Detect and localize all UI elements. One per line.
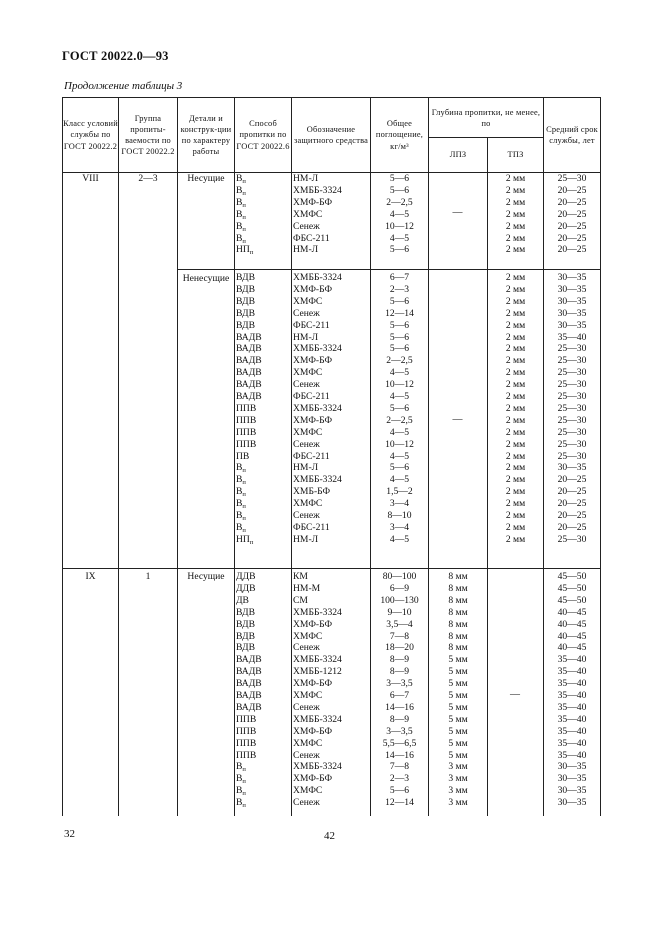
life-cell: 30—35: [557, 307, 587, 319]
absorption-cell: 4—5: [389, 533, 410, 545]
method-cell: ВАДВ: [236, 678, 262, 690]
life-cell: 35—40: [557, 737, 587, 749]
group-cell: 2—3: [138, 173, 158, 184]
absorption-cell: 5—6: [389, 295, 410, 307]
life-cell: 35—40: [557, 331, 587, 343]
absorption-cell: 3—4: [389, 498, 410, 510]
life-cell: 35—40: [557, 678, 587, 690]
absorption-cell: 10—12: [385, 438, 414, 450]
method-cell: $В_п$: [236, 173, 246, 185]
agent-cell: ФБС-211: [293, 319, 330, 331]
agent-cell: ХМФ-БФ: [293, 414, 333, 426]
absorption-cell: 80—100: [382, 571, 417, 582]
agent-cell: ХМФС: [293, 208, 323, 220]
tpz-cell: 2 мм: [505, 438, 526, 450]
agent-cell: ХМФС: [293, 785, 323, 797]
agent-cell: Сенеж: [293, 797, 320, 809]
method-cell: $НП_п$: [236, 244, 254, 257]
life-cell: 40—45: [557, 630, 587, 642]
method-cell: $В_п$: [236, 232, 246, 245]
absorption-cell: 14—16: [385, 749, 414, 761]
lpz-cell: 5 мм: [448, 725, 468, 737]
absorption-cell: 2—2,5: [386, 414, 413, 426]
agent-cell: ХМФС: [293, 367, 323, 379]
method-cell: ВДВ: [236, 319, 255, 331]
absorption-cell: 5—6: [389, 173, 410, 184]
method-cell: ВДВ: [236, 630, 255, 642]
method-cell: $В_п$: [236, 773, 246, 786]
life-cell: 20—25: [557, 498, 587, 510]
absorption-cell: 2—3: [389, 773, 410, 785]
absorption-cell: 8—9: [389, 654, 410, 666]
method-cell: ВАДВ: [236, 701, 262, 713]
life-cell: 45—50: [557, 571, 587, 582]
agent-cell: Сенеж: [293, 379, 320, 391]
lpz-cell: 8 мм: [448, 571, 468, 582]
method-cell: ДДВ: [236, 582, 256, 594]
agent-cell: ХМББ-3324: [293, 184, 342, 196]
tpz-cell: 2 мм: [505, 367, 526, 379]
absorption-cell: 12—14: [385, 307, 414, 319]
life-cell: 25—30: [557, 379, 587, 391]
absorption-cell: 3—3,5: [386, 678, 413, 690]
life-cell: 20—25: [557, 184, 587, 196]
agent-cell: ХМФ-БФ: [293, 355, 333, 367]
tpz-cell: 2 мм: [505, 272, 526, 283]
header-agent: Обозначение защитного средства: [293, 124, 369, 145]
absorption-cell: 4—5: [389, 474, 410, 486]
tpz-cell: 2 мм: [505, 343, 526, 355]
absorption-cell: 5—6: [389, 343, 410, 355]
life-cell: 40—45: [557, 618, 587, 630]
method-cell: $В_п$: [236, 521, 246, 534]
absorption-cell: 14—16: [385, 701, 414, 713]
tpz-cell: 2 мм: [505, 173, 526, 184]
tpz-cell: 2 мм: [505, 355, 526, 367]
life-cell: 25—30: [557, 173, 587, 184]
method-cell: $В_п$: [236, 196, 246, 209]
tpz-cell: 2 мм: [505, 402, 526, 414]
absorption-cell: 18—20: [385, 642, 414, 654]
lpz-cell: 5 мм: [448, 749, 468, 761]
agent-cell: Сенеж: [293, 642, 320, 654]
absorption-cell: 4—5: [389, 391, 410, 402]
absorption-cell: 5—6: [389, 244, 410, 256]
life-cell: 25—30: [557, 402, 587, 414]
lpz-cell: 5 мм: [448, 666, 468, 678]
method-cell: ВДВ: [236, 618, 255, 630]
method-cell: ПВ: [236, 450, 250, 462]
life-cell: 20—25: [557, 232, 587, 244]
method-cell: ВДВ: [236, 295, 255, 307]
tpz-cell: 2 мм: [505, 450, 526, 462]
agent-cell: ХМФС: [293, 498, 323, 510]
life-cell: 35—40: [557, 713, 587, 725]
table-continuation-caption: Продолжение таблицы 3: [64, 80, 183, 92]
life-cell: 20—25: [557, 196, 587, 208]
agent-cell: ХМББ-3324: [293, 343, 342, 355]
method-cell: ППВ: [236, 725, 257, 737]
life-cell: 30—35: [557, 319, 587, 331]
tpz-cell: 2 мм: [505, 232, 526, 244]
tpz-cell: 2 мм: [505, 307, 526, 319]
agent-cell: ФБС-211: [293, 450, 330, 462]
page-number-left: 32: [64, 828, 75, 840]
absorption-cell: 5—6: [389, 402, 410, 414]
method-cell: $НП_п$: [236, 533, 254, 546]
agent-cell: ХМФС: [293, 737, 323, 749]
method-cell: ППВ: [236, 402, 257, 414]
agent-cell: Сенеж: [293, 220, 320, 232]
header-tpz: ТПЗ: [507, 150, 524, 160]
agent-cell: НМ-Л: [293, 462, 319, 474]
method-cell: $В_п$: [236, 474, 246, 487]
lpz-dash: —: [452, 207, 463, 218]
life-cell: 20—25: [557, 474, 587, 486]
agent-cell: ХМФ-БФ: [293, 725, 333, 737]
tpz-cell: 2 мм: [505, 462, 526, 474]
agent-cell: ХМФС: [293, 630, 323, 642]
tpz-cell: 2 мм: [505, 331, 526, 343]
method-cell: ДВ: [236, 594, 249, 606]
absorption-cell: 5—6: [389, 785, 410, 797]
life-cell: 35—40: [557, 666, 587, 678]
absorption-cell: 10—12: [385, 220, 414, 232]
absorption-cell: 4—5: [389, 367, 410, 379]
absorption-cell: 3—4: [389, 521, 410, 533]
method-cell: ВАДВ: [236, 331, 262, 343]
agent-cell: СМ: [293, 594, 308, 606]
life-cell: 20—25: [557, 244, 587, 256]
lpz-cell: 5 мм: [448, 654, 468, 666]
agent-cell: Сенеж: [293, 307, 320, 319]
absorption-cell: 8—9: [389, 713, 410, 725]
impregnation-table: [62, 97, 600, 816]
lpz-cell: 5 мм: [448, 678, 468, 690]
absorption-cell: 5—6: [389, 462, 410, 474]
method-cell: $В_п$: [236, 184, 246, 197]
method-cell: ДДВ: [236, 571, 256, 582]
agent-cell: ФБС-211: [293, 232, 330, 244]
parts-cell: Ненесущие: [182, 273, 230, 284]
method-cell: ВАДВ: [236, 690, 262, 701]
lpz-cell: 8 мм: [448, 606, 468, 618]
agent-cell: ХМББ-1212: [293, 666, 342, 678]
tpz-cell: 2 мм: [505, 391, 526, 402]
agent-cell: ФБС-211: [293, 521, 330, 533]
lpz-cell: 8 мм: [448, 594, 468, 606]
life-cell: 35—40: [557, 701, 587, 713]
life-cell: 30—35: [557, 283, 587, 295]
method-cell: $В_п$: [236, 785, 246, 798]
group-cell: 1: [145, 571, 151, 582]
header-method: Способ пропитки по ГОСТ 20022.6: [236, 119, 290, 151]
absorption-cell: 7—8: [389, 630, 410, 642]
absorption-cell: 3—3,5: [386, 725, 413, 737]
tpz-cell: 2 мм: [505, 184, 526, 196]
life-cell: 30—35: [557, 797, 587, 809]
life-cell: 35—40: [557, 690, 587, 701]
life-cell: 30—35: [557, 773, 587, 785]
method-cell: ВДВ: [236, 307, 255, 319]
absorption-cell: 2—3: [389, 283, 410, 295]
agent-cell: ХМФ-БФ: [293, 283, 333, 295]
header-lpz: ЛПЗ: [449, 150, 467, 160]
absorption-cell: 4—5: [389, 450, 410, 462]
life-cell: 30—35: [557, 462, 587, 474]
method-cell: $В_п$: [236, 208, 246, 221]
agent-cell: ФБС-211: [293, 391, 330, 402]
tpz-cell: 2 мм: [505, 295, 526, 307]
tpz-cell: 2 мм: [505, 379, 526, 391]
life-cell: 25—30: [557, 426, 587, 438]
life-cell: 30—35: [557, 785, 587, 797]
header-life: Средний срок службы, лет: [546, 124, 598, 145]
header-group: Группа пропиты-ваемости по ГОСТ 20022.2: [121, 113, 175, 157]
method-cell: $В_п$: [236, 797, 246, 810]
absorption-cell: 2—2,5: [386, 196, 413, 208]
agent-cell: НМ-Л: [293, 173, 319, 184]
life-cell: 20—25: [557, 208, 587, 220]
lpz-dash: —: [452, 414, 463, 425]
tpz-cell: 2 мм: [505, 498, 526, 510]
absorption-cell: 4—5: [389, 232, 410, 244]
agent-cell: Сенеж: [293, 510, 320, 521]
absorption-cell: 9—10: [387, 606, 412, 618]
lpz-cell: 3 мм: [448, 785, 468, 797]
agent-cell: ХМФС: [293, 690, 323, 701]
agent-cell: ХМББ-3324: [293, 402, 342, 414]
tpz-cell: 2 мм: [505, 533, 526, 545]
page-number-center: 42: [324, 830, 335, 842]
method-cell: ВДВ: [236, 606, 255, 618]
lpz-cell: 8 мм: [448, 642, 468, 654]
lpz-cell: 3 мм: [448, 761, 468, 773]
method-cell: ВАДВ: [236, 367, 262, 379]
tpz-cell: 2 мм: [505, 474, 526, 486]
parts-cell: Несущие: [187, 571, 225, 582]
tpz-cell: 2 мм: [505, 283, 526, 295]
lpz-cell: 3 мм: [448, 797, 468, 809]
method-cell: ВАДВ: [236, 379, 262, 391]
method-cell: ППВ: [236, 737, 257, 749]
tpz-dash: —: [510, 689, 520, 700]
parts-cell: Несущие: [187, 173, 225, 184]
absorption-cell: 100—130: [380, 594, 419, 606]
life-cell: 20—25: [557, 521, 587, 533]
life-cell: 25—30: [557, 438, 587, 450]
agent-cell: Сенеж: [293, 749, 320, 761]
method-cell: $В_п$: [236, 510, 246, 522]
absorption-cell: 1,5—2: [386, 486, 413, 498]
tpz-cell: 2 мм: [505, 220, 526, 232]
lpz-cell: 3 мм: [448, 773, 468, 785]
tpz-cell: 2 мм: [505, 414, 526, 426]
header-class: Класс условий службы по ГОСТ 20022.2: [63, 119, 118, 151]
method-cell: ВДВ: [236, 642, 255, 654]
absorption-cell: 2—2,5: [386, 355, 413, 367]
life-cell: 20—25: [557, 220, 587, 232]
class-cell: VIII: [82, 173, 99, 184]
life-cell: 35—40: [557, 654, 587, 666]
header-parts: Детали и конструк-ции по характеру работы: [180, 113, 232, 157]
life-cell: 35—40: [557, 749, 587, 761]
life-cell: 25—30: [557, 533, 587, 545]
method-cell: ВДВ: [236, 272, 255, 283]
life-cell: 45—50: [557, 582, 587, 594]
method-cell: ППВ: [236, 438, 257, 450]
method-cell: $В_п$: [236, 761, 246, 774]
life-cell: 25—30: [557, 343, 587, 355]
tpz-cell: 2 мм: [505, 521, 526, 533]
agent-cell: Сенеж: [293, 701, 320, 713]
tpz-cell: 2 мм: [505, 208, 526, 220]
lpz-cell: 8 мм: [448, 630, 468, 642]
life-cell: 25—30: [557, 367, 587, 379]
absorption-cell: 5,5—6,5: [382, 737, 417, 749]
agent-cell: КМ: [293, 571, 308, 582]
tpz-cell: 2 мм: [505, 510, 526, 521]
method-cell: $В_п$: [236, 498, 246, 511]
agent-cell: ХМФ-БФ: [293, 618, 333, 630]
life-cell: 25—30: [557, 414, 587, 426]
life-cell: 30—35: [557, 295, 587, 307]
method-cell: ППВ: [236, 414, 257, 426]
method-cell: $В_п$: [236, 220, 246, 233]
lpz-cell: 8 мм: [448, 582, 468, 594]
tpz-cell: 2 мм: [505, 244, 526, 256]
life-cell: 40—45: [557, 606, 587, 618]
life-cell: 40—45: [557, 642, 587, 654]
method-cell: $В_п$: [236, 462, 246, 475]
agent-cell: ХМФ-БФ: [293, 196, 333, 208]
header-depth: Глубина пропитки, не менее, по: [431, 107, 541, 128]
agent-cell: ХМББ-3324: [293, 272, 342, 283]
life-cell: 25—30: [557, 391, 587, 402]
absorption-cell: 8—9: [389, 666, 410, 678]
agent-cell: ХМБ-БФ: [293, 486, 331, 498]
lpz-cell: 8 мм: [448, 618, 468, 630]
header-absorption: Общее поглощение, кг/м³: [375, 119, 424, 151]
absorption-cell: 10—12: [385, 379, 414, 391]
life-cell: 30—35: [557, 272, 587, 283]
method-cell: ВАДВ: [236, 654, 262, 666]
lpz-cell: 5 мм: [448, 701, 468, 713]
agent-cell: ХМББ-3324: [293, 606, 342, 618]
agent-cell: НМ-Л: [293, 244, 319, 256]
agent-cell: ХМФ-БФ: [293, 773, 333, 785]
agent-cell: НМ-Л: [293, 533, 319, 545]
absorption-cell: 6—7: [389, 272, 410, 283]
absorption-cell: 4—5: [389, 426, 410, 438]
lpz-cell: 5 мм: [448, 713, 468, 725]
life-cell: 20—25: [557, 510, 587, 521]
method-cell: $В_п$: [236, 486, 246, 499]
agent-cell: ХМФ-БФ: [293, 678, 333, 690]
method-cell: ВАДВ: [236, 343, 262, 355]
method-cell: ВАДВ: [236, 666, 262, 678]
method-cell: ВДВ: [236, 283, 255, 295]
tpz-cell: 2 мм: [505, 196, 526, 208]
method-cell: ППВ: [236, 749, 257, 761]
absorption-cell: 4—5: [389, 208, 410, 220]
life-cell: 35—40: [557, 725, 587, 737]
agent-cell: Сенеж: [293, 438, 320, 450]
absorption-cell: 6—7: [389, 690, 410, 701]
agent-cell: НМ-Л: [293, 331, 319, 343]
method-cell: ППВ: [236, 713, 257, 725]
method-cell: ППВ: [236, 426, 257, 438]
class-cell: IX: [85, 571, 96, 582]
absorption-cell: 5—6: [389, 331, 410, 343]
tpz-cell: 2 мм: [505, 426, 526, 438]
life-cell: 25—30: [557, 450, 587, 462]
document-title: ГОСТ 20022.0—93: [62, 49, 169, 63]
agent-cell: ХМББ-3324: [293, 654, 342, 666]
absorption-cell: 8—10: [387, 510, 412, 521]
absorption-cell: 12—14: [385, 797, 414, 809]
life-cell: 25—30: [557, 355, 587, 367]
method-cell: ВАДВ: [236, 391, 262, 402]
tpz-cell: 2 мм: [505, 486, 526, 498]
tpz-cell: 2 мм: [505, 319, 526, 331]
agent-cell: ХМББ-3324: [293, 474, 342, 486]
agent-cell: НМ-М: [293, 582, 321, 594]
agent-cell: ХМФС: [293, 295, 323, 307]
life-cell: 45—50: [557, 594, 587, 606]
absorption-cell: 7—8: [389, 761, 410, 773]
absorption-cell: 6—9: [389, 582, 410, 594]
absorption-cell: 5—6: [389, 184, 410, 196]
absorption-cell: 5—6: [389, 319, 410, 331]
lpz-cell: 5 мм: [448, 737, 468, 749]
agent-cell: ХМББ-3324: [293, 713, 342, 725]
lpz-cell: 5 мм: [448, 690, 468, 701]
life-cell: 30—35: [557, 761, 587, 773]
life-cell: 20—25: [557, 486, 587, 498]
absorption-cell: 3,5—4: [386, 618, 413, 630]
agent-cell: ХМББ-3324: [293, 761, 342, 773]
agent-cell: ХМФС: [293, 426, 323, 438]
method-cell: ВАДВ: [236, 355, 262, 367]
